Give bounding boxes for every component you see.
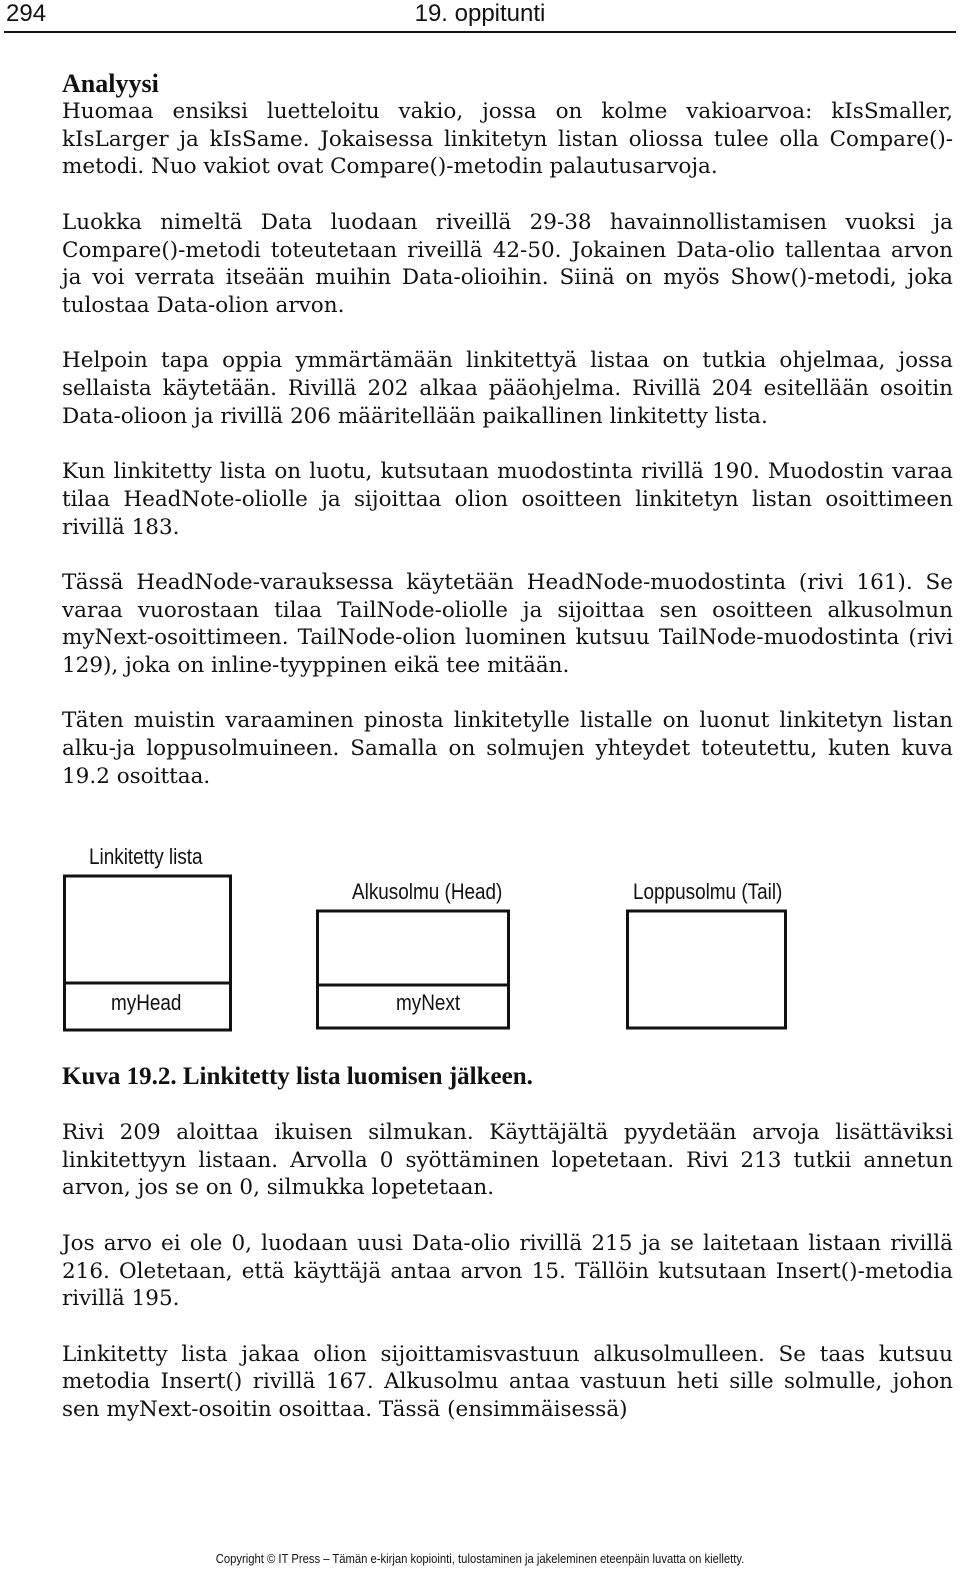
head-node-field: myNext — [396, 990, 461, 1015]
paragraph: Tässä HeadNode-varauksessa käytetään HeadNode-muodostinta (rivi 161). Se varaa vuorostaan tilaa TailNode-oliolle ja sijoittaa sen osoitteen alkusolmun myNext-osoittimeen. TailNode-olion luominen kutsuu TailNode-muodostinta (rivi 129), joka on inline-tyyppinen eikä tee mitään. — [62, 569, 953, 678]
body-text-top — [62, 70, 953, 791]
paragraph: Helpoin tapa oppia ymmärtämään linkitettyä listaa on tutkia ohjelmaa, jossa sellaista käytetään. Rivillä 202 alkaa pääohjelma. Rivillä 204 esitellään osoitin Data-olioon ja rivillä 206 määritellään paikallinen linkitetty lista. — [62, 348, 953, 429]
header-rule — [4, 31, 956, 33]
section-heading: Analyysi — [62, 69, 159, 98]
linked-list-figure — [0, 835, 960, 1045]
page-number: 294 — [6, 0, 47, 27]
figure-caption: Kuva 19.2. Linkitetty lista luomisen jälkeen. — [62, 1063, 533, 1090]
body-text-bottom — [62, 1119, 953, 1424]
paragraph: Huomaa ensiksi luetteloitu vakio, jossa on kolme vakioarvoa: kIsSmaller, kIsLarger ja kIsSame. Jokaisessa linkitetyn listan oliossa tulee olla Compare()-metodi. Nuo vakiot ovat Compare()-metodin palautusarvoja. — [62, 99, 953, 180]
paragraph: Rivi 209 aloittaa ikuisen silmukan. Käyttäjältä pyydetään arvoja lisättäviksi linkitettyyn listaan. Arvolla 0 syöttäminen lopetetaan. Rivi 213 tutkii annetun arvon, jos se on 0, silmukka lopetetaan. — [62, 1120, 953, 1201]
tail-node-box — [628, 911, 786, 1028]
paragraph: Luokka nimeltä Data luodaan riveillä 29-38 havainnollistamisen vuoksi ja Compare()-metodi toteutetaan riveillä 42-50. Jokainen Data-olio tallentaa arvon ja voi verrata itseään muihin Data-olioihin. Siinä on myös Show()-metodi, joka tulostaa Data-olion arvon. — [62, 209, 953, 318]
page-header — [0, 0, 960, 32]
list-box-field: myHead — [111, 990, 182, 1015]
paragraph: Täten muistin varaaminen pinosta linkitetylle listalle on luonut linkitetyn listan alku-ja loppusolmuineen. Samalla on solmujen yhteydet toteutettu, kuten kuva 19.2 osoittaa. — [62, 708, 953, 789]
chapter-title: 19. oppitunti — [414, 0, 546, 27]
paragraph: Linkitetty lista jakaa olion sijoittamisvastuun alkusolmulleen. Se taas kutsuu metodia Insert() rivillä 167. Alkusolmu antaa vastuun heti sille solmulle, johon sen myNext-osoitin osoittaa. Tässä (ensimmäisessä) — [62, 1341, 953, 1422]
paragraph: Kun linkitetty lista on luotu, kutsutaan muodostinta rivillä 190. Muodostin varaa tilaa HeadNote-oliolle ja sijoittaa olion osoitteen linkitetyn listan osoittimeen rivillä 183. — [62, 459, 953, 540]
tail-node-title: Loppusolmu (Tail) — [633, 879, 783, 904]
paragraph: Jos arvo ei ole 0, luodaan uusi Data-olio rivillä 215 ja se laitetaan listaan rivillä 216. Oletetaan, että käyttäjä antaa arvon 15. Tällöin kutsutaan Insert()-metodia rivillä 195. — [62, 1230, 953, 1312]
list-box-title: Linkitetty lista — [89, 844, 203, 869]
copyright-footer: Copyright © IT Press – Tämän e-kirjan kopiointi, tulostaminen ja jakeleminen eteenpäin luvatta on kielletty. — [215, 1552, 745, 1566]
head-node-title: Alkusolmu (Head) — [352, 879, 503, 904]
